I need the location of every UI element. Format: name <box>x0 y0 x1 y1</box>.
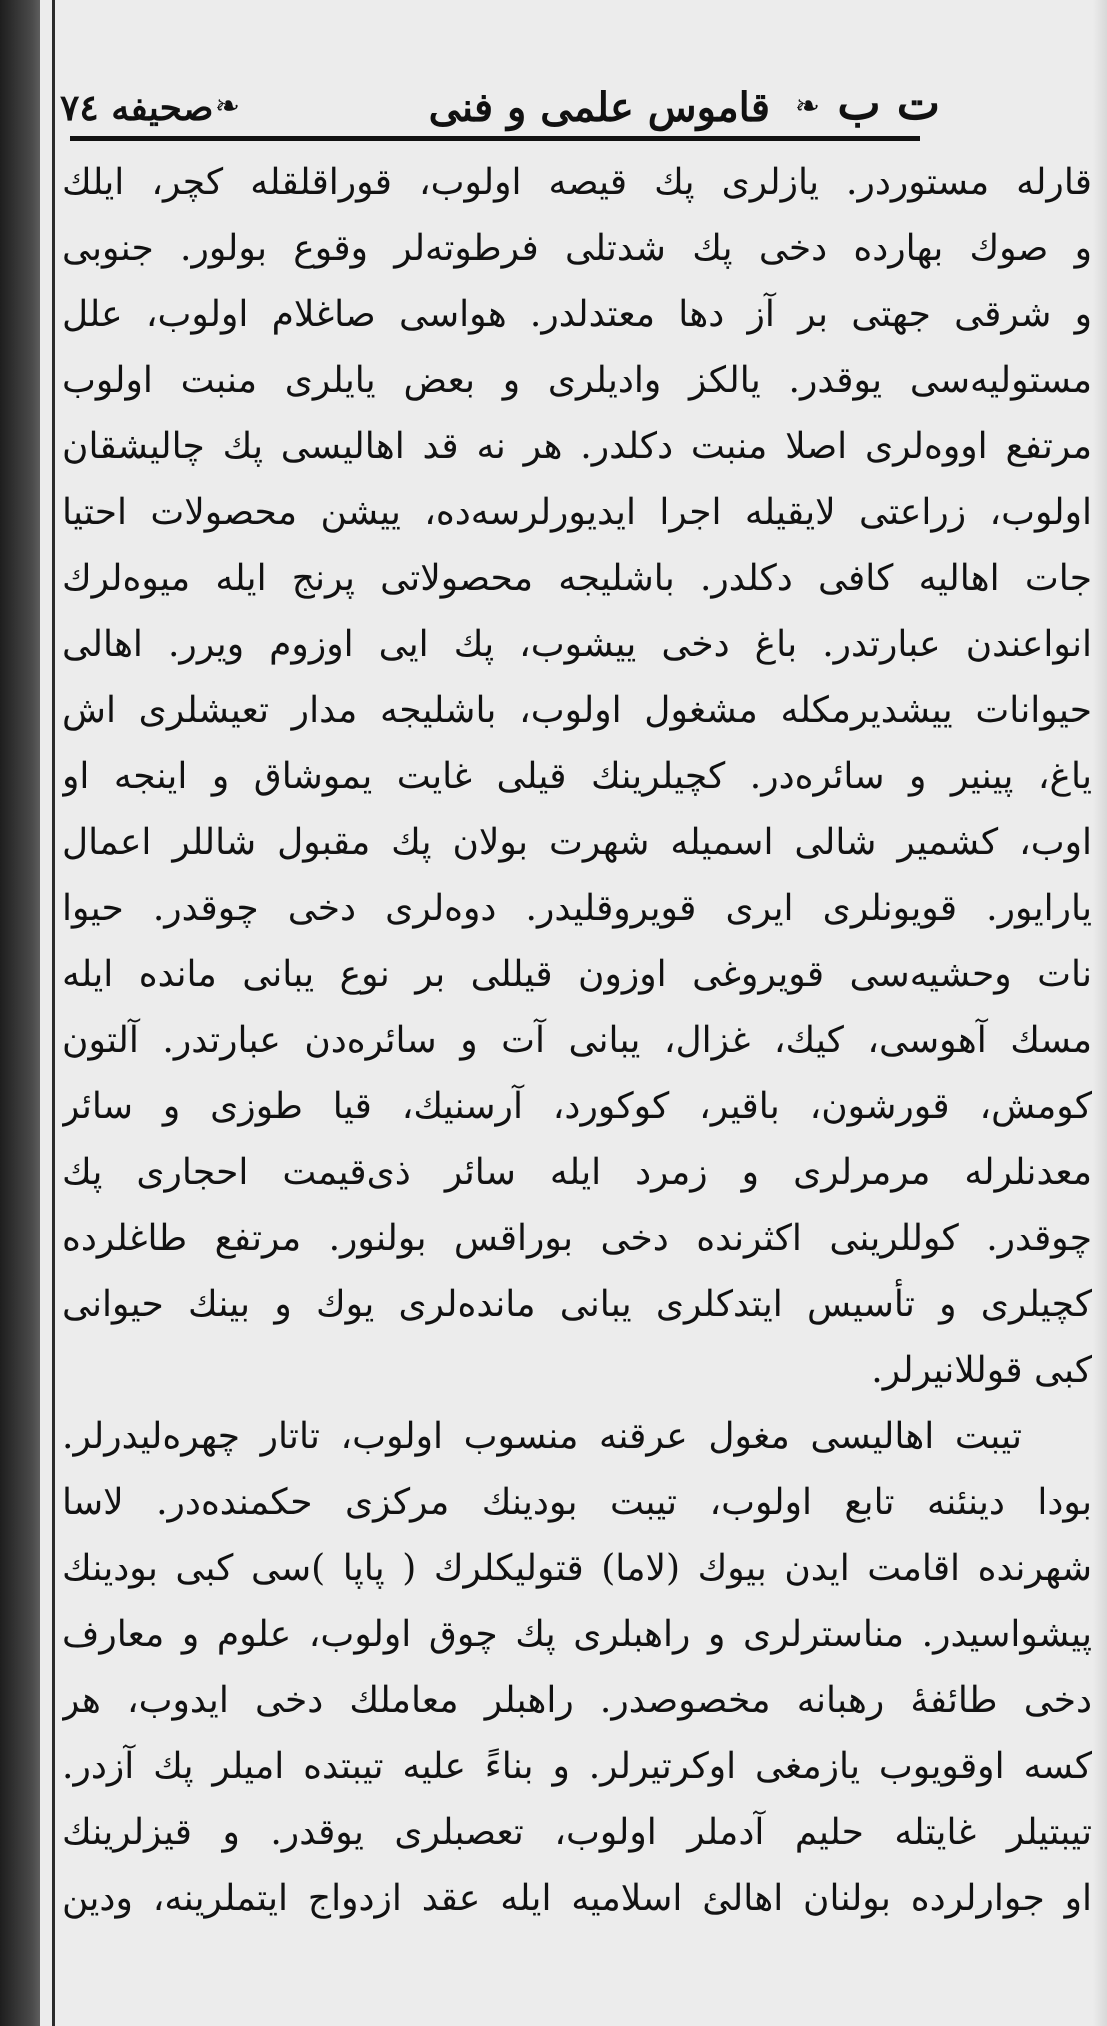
fleuron-ornament-icon: ❧ <box>794 89 820 124</box>
running-header <box>60 40 940 140</box>
text-line: مسك آهوسى، كيك، غزال، يبانى آت و سائره‌دن عبارتدر. آلتون <box>62 1020 1092 1061</box>
article-body <box>62 150 1092 1932</box>
text-line: يارايور. قويونلرى ايرى قويروقليدر. دوه‌لرى دخى چوقدر. حيوا <box>62 888 1092 929</box>
text-line: كچيلرى و تأسيس ايتدكلرى يبانى مانده‌لرى يوك و بينك حيوانى <box>62 1284 1092 1325</box>
text-line: تيبتيلر غايتله حليم آدملر اولوب، تعصبلرى يوقدر. و قيزلرينك <box>62 1812 1092 1853</box>
text-line: شهرنده اقامت ايدن بيوك (لاما) قتوليكلرك ( پاپا )سى كبى بودينك <box>62 1548 1092 1589</box>
text-line: اولوب، زراعتى لايقيله اجرا ايديورلرسه‌ده، ييشن محصولات احتيا <box>62 492 1092 533</box>
section-letters: ت ب <box>837 76 940 130</box>
text-line: بودا دينئنه تابع اولوب، تيبت بودينك مركزى حكمنده‌در. لاسا <box>62 1482 1092 1523</box>
text-line: پيشواسيدر. مناسترلرى و راهبلرى پك چوق اولوب، علوم و معارف <box>62 1614 1092 1655</box>
text-line: او جوارلرده بولنان اهالئ اسلاميه ايله عقد ازدواج ايتملرينه، ودين <box>62 1878 1092 1919</box>
header-rule <box>70 136 920 141</box>
text-line: ياغ، پينير و سائره‌در. كچيلرينك قيلى غايت يموشاق و اينجه او <box>62 756 1092 797</box>
text-line: و شرقى جهتى بر آز دها معتدلدر. هواسى صاغلام اولوب، علل <box>62 294 1092 335</box>
text-line: و صوك بهارده دخى پك شدتلى فرطوته‌لر وقوع بولور. جنوبى <box>62 228 1092 269</box>
page-edge <box>1093 0 1107 2026</box>
text-line: دخى طائفهٔ رهبانه مخصوصدر. راهبلر معاملك دخى ايدوب، هر <box>62 1680 1092 1721</box>
text-line: حيوانات ييشديرمكله مشغول اولوب، باشليجه مدار تعيشلرى اش <box>62 690 1092 731</box>
text-line: كومش، قورشون، باقير، كوكورد، آرسنيك، قيا طوزى و سائر <box>62 1086 1092 1127</box>
fleuron-ornament-icon: ❧ <box>214 89 240 124</box>
paragraph-start-line: تيبت اهاليسى مغول عرقنه منسوب اولوب، تاتار چهره‌ليدرلر. <box>62 1416 1022 1457</box>
text-line: مرتفع اووه‌لرى اصلا منبت دكلدر. هر نه قد اهاليسى پك چاليشقان <box>62 426 1092 467</box>
text-line: انواعندن عبارتدر. باغ دخى ييشوب، پك ايى اوزوم ويرر. اهالى <box>62 624 1092 665</box>
text-line: معدنلرله مرمرلرى و زمرد ايله سائر ذى‌قيمت احجارى پك <box>62 1152 1092 1193</box>
paragraph-end-line: كبى قوللانيرلر. <box>871 1350 1092 1391</box>
text-line: جات اهاليه كافى دكلدر. باشليجه محصولاتى پرنج ايله ميوه‌لرك <box>62 558 1092 599</box>
page-number: صحيفه ٧٤ <box>60 87 214 129</box>
text-line: نات وحشيه‌سى قويروغى اوزون قيللى بر نوع يبانى مانده ايله <box>62 954 1092 995</box>
text-line: چوقدر. كوللرينى اكثرنده دخى بوراقس بولنور. مرتفع طاغلرده <box>62 1218 1092 1259</box>
text-line: مستوليه‌سى يوقدر. يالكز واديلرى و بعض يايلرى منبت اولوب <box>62 360 1092 401</box>
page-gutter-rule <box>52 0 55 2026</box>
text-line: كسه اوقويوب يازمغى اوكرتيرلر. و بناءً عليه تيبتده اميلر پك آزدر. <box>62 1746 1092 1787</box>
text-line: اوب، كشمير شالى اسميله شهرت بولان پك مقبول شاللر اعمال <box>62 822 1092 863</box>
dictionary-title: قاموس علمى و فنى <box>428 84 770 131</box>
text-line: قارله مستوردر. يازلرى پك قيصه اولوب، قوراقلقله كچر، ايلك <box>62 162 1092 203</box>
